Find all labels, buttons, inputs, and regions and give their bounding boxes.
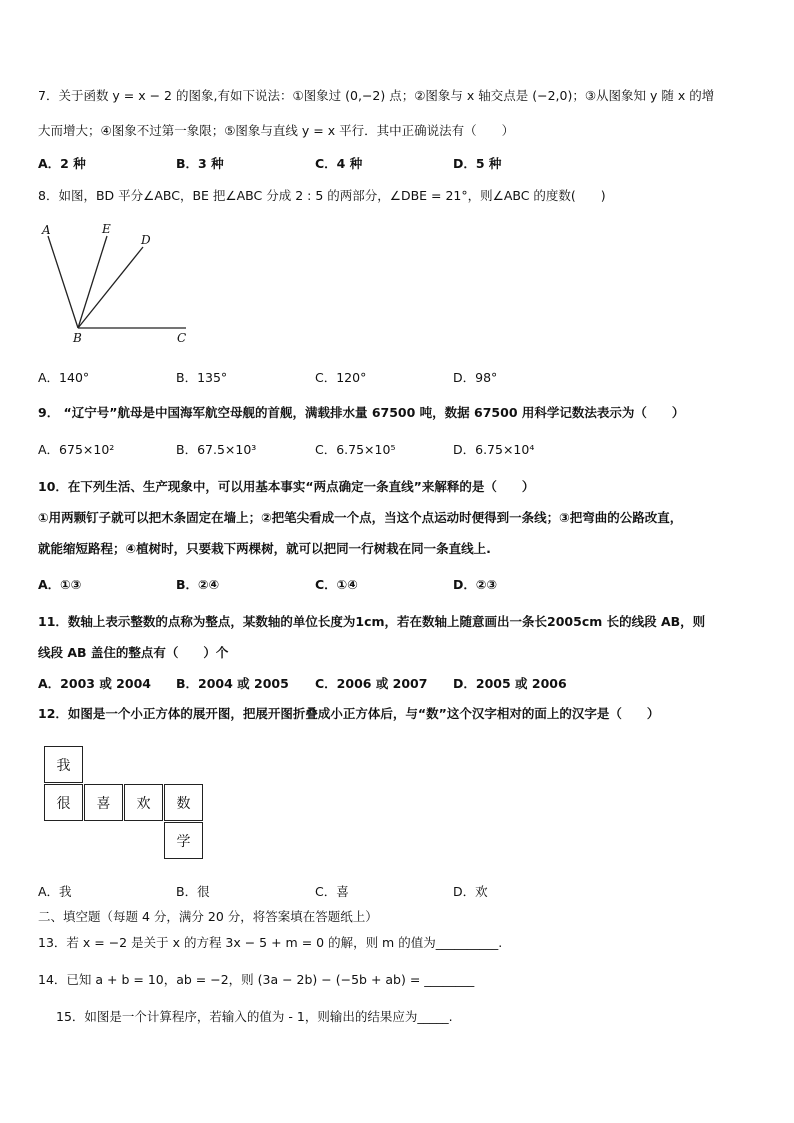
cube-net <box>44 746 209 866</box>
label-e: E <box>102 222 111 236</box>
label-a: A <box>42 223 51 237</box>
q12-option-b: B．很 <box>176 884 210 899</box>
q8-option-d: D．98° <box>453 370 498 385</box>
q12-options <box>38 882 758 902</box>
net-cell-hen: 很 <box>44 784 83 821</box>
q9-option-a: A．675×10² <box>38 442 115 457</box>
q10-options <box>38 575 758 595</box>
q11-option-c: C．2006 或 2007 <box>315 676 428 691</box>
q7-option-a: A．2 种 <box>38 156 86 171</box>
q12-option-c: C．喜 <box>315 884 349 899</box>
q8-stem: 8．如图，BD 平分∠ABC，BE 把∠ABC 分成 2 : 5 的两部分，∠DBE = 21°，则∠ABC 的度数( ) <box>38 188 606 203</box>
net-cell-xi: 喜 <box>84 784 123 821</box>
q7-option-b: B．3 种 <box>176 156 224 171</box>
q11-options <box>38 674 758 694</box>
net-cell-xue: 学 <box>164 822 203 859</box>
q11-line2: 线段 AB 盖住的整点有（ ）个 <box>38 645 229 660</box>
q11-option-d: D．2005 或 2006 <box>453 676 567 691</box>
q12-stem: 12．如图是一个小正方体的展开图，把展开图折叠成小正方体后，与“数”这个汉字相对的面上的汉字是（ ） <box>38 706 660 721</box>
ray-bd <box>78 247 143 328</box>
label-b: B <box>73 331 82 345</box>
q13: 13．若 x = −2 是关于 x 的方程 3x − 5 + m = 0 的解，则 m 的值为__________. <box>38 935 503 950</box>
q7-option-c: C．4 种 <box>315 156 363 171</box>
ray-be <box>78 236 107 328</box>
label-c: C <box>177 331 187 345</box>
q10-option-b: B．②④ <box>176 577 220 592</box>
q11-line1: 11．数轴上表示整数的点称为整点，某数轴的单位长度为1cm，若在数轴上随意画出一条长2005cm 长的线段 AB，则 <box>38 614 706 629</box>
angle-figure <box>36 220 196 348</box>
q8-option-c: C．120° <box>315 370 367 385</box>
q7-options <box>38 154 758 174</box>
q10-option-c: C．①④ <box>315 577 358 592</box>
q8-option-b: B．135° <box>176 370 228 385</box>
q11-option-b: B．2004 或 2005 <box>176 676 289 691</box>
section-2-heading: 二、填空题（每题 4 分，满分 20 分，将答案填在答题纸上） <box>38 909 378 924</box>
q14: 14．已知 a + b = 10，ab = −2，则 (3a − 2b) − (−5b + ab) = ________ <box>38 972 475 987</box>
ray-ba <box>48 236 78 328</box>
net-cell-huan: 欢 <box>124 784 163 821</box>
q12-option-a: A．我 <box>38 884 72 899</box>
q10-line3: 就能缩短路程；④植树时，只要栽下两棵树，就可以把同一行树栽在同一条直线上. <box>38 541 491 556</box>
q10-stem: 10．在下列生活、生产现象中，可以用基本事实“两点确定一条直线”来解释的是（ ） <box>38 479 535 494</box>
q8-option-a: A．140° <box>38 370 90 385</box>
q15: 15．如图是一个计算程序，若输入的值为 - 1，则输出的结果应为_____. <box>56 1009 453 1024</box>
net-cell-shu: 数 <box>164 784 203 821</box>
q9-option-d: D．6.75×10⁴ <box>453 442 535 457</box>
q9-option-c: C．6.75×10⁵ <box>315 442 396 457</box>
q12-option-d: D．欢 <box>453 884 488 899</box>
q11-option-a: A．2003 或 2004 <box>38 676 151 691</box>
q7-line1: 7．关于函数 y = x − 2 的图象,有如下说法：①图象过 (0,−2) 点；②图象与 x 轴交点是 (−2,0)；③从图象知 y 随 x 的增 <box>38 88 715 103</box>
q10-line2: ①用两颗钉子就可以把木条固定在墙上；②把笔尖看成一个点，当这个点运动时便得到一条线；③把弯曲的公路改直， <box>38 510 683 525</box>
q10-option-d: D．②③ <box>453 577 498 592</box>
q9-stem: 9． “辽宁号”航母是中国海军航空母舰的首舰，满载排水量 67500 吨，数据 67500 用科学记数法表示为（ ） <box>38 405 685 420</box>
q9-option-b: B．67.5×10³ <box>176 442 257 457</box>
q10-option-a: A．①③ <box>38 577 82 592</box>
q9-options <box>38 440 758 460</box>
q7-option-d: D．5 种 <box>453 156 502 171</box>
q8-options <box>38 368 758 388</box>
net-cell-wo: 我 <box>44 746 83 783</box>
label-d: D <box>141 233 151 247</box>
q7-line2: 大而增大；④图象不过第一象限；⑤图象与直线 y = x 平行．其中正确说法有（ ） <box>38 123 515 138</box>
